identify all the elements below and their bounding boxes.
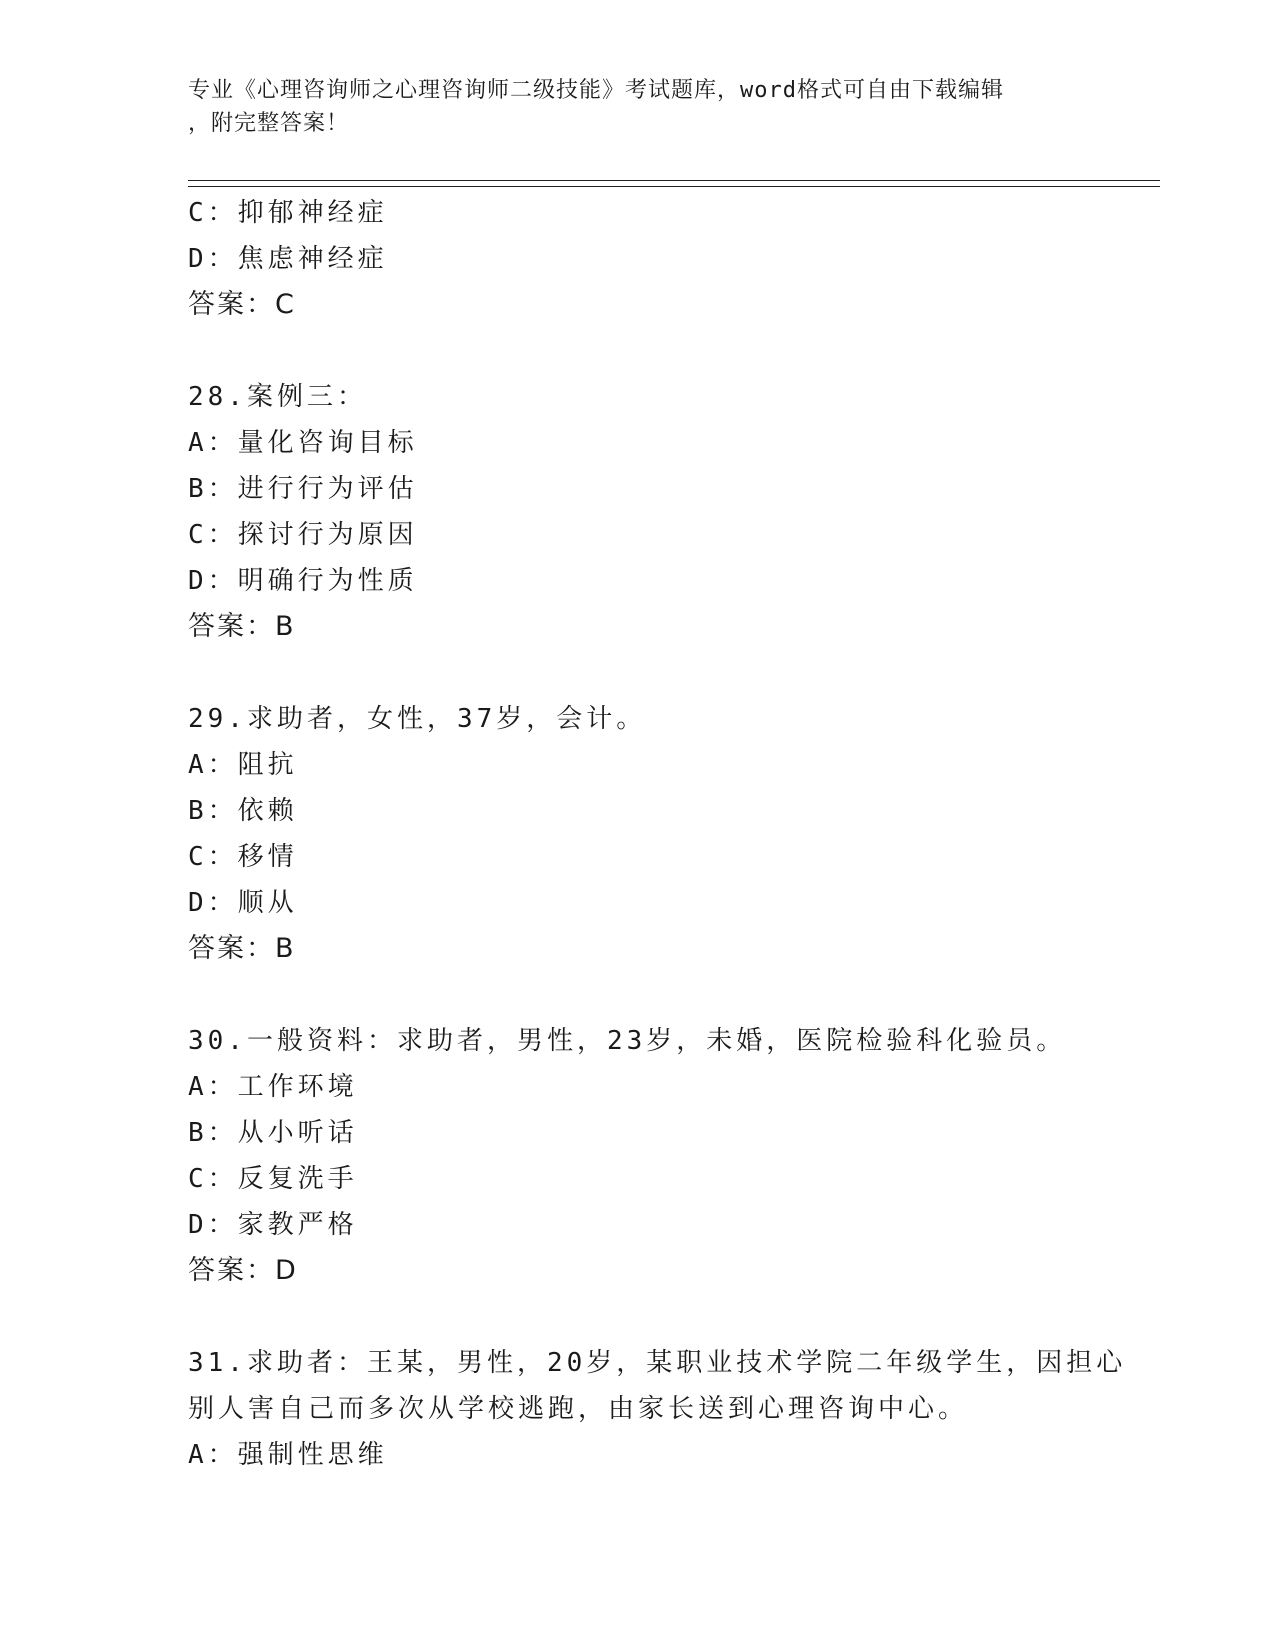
question-gap [188,972,1088,1018]
header-title-line-1: 专业《心理咨询师之心理咨询师二级技能》考试题库，word格式可自由下载编辑 [188,78,1004,103]
option-c: C：移情 [188,842,298,872]
header-title-line-2: ，附完整答案！ [188,111,350,136]
question-stem: 29.求助者，女性，37岁，会计。 [188,704,647,734]
option-d: D：家教严格 [188,1210,358,1240]
answer-label: 答案：B [188,933,296,964]
option-a: A：强制性思维 [188,1440,388,1470]
option-c: C：反复洗手 [188,1164,358,1194]
answer-label: 答案：B [188,611,296,642]
option-d: D：明确行为性质 [188,566,418,596]
question-stem-line-2: 别人害自己而多次从学校逃跑，由家长送到心理咨询中心。 [188,1394,969,1424]
option-c: C：探讨行为原因 [188,520,418,550]
option-b: B：从小听话 [188,1118,358,1148]
answer-label: 答案：D [188,1255,298,1286]
question-29 [188,696,1088,972]
question-28 [188,374,1088,650]
question-stem: 28.案例三： [188,382,367,412]
header-divider-bottom [188,186,1160,187]
header-divider-top [188,180,1160,181]
question-31 [188,1340,1127,1478]
option-b: B：依赖 [188,796,298,826]
option-a: A：量化咨询目标 [188,428,418,458]
option-a: A：工作环境 [188,1072,358,1102]
question-stem-line-1: 31.求助者：王某，男性，20岁，某职业技术学院二年级学生，因担心 [188,1348,1127,1378]
option-d: D：焦虑神经症 [188,244,388,274]
option-d: D：顺从 [188,888,298,918]
question-gap [188,328,1088,374]
question-list [188,190,1127,1478]
option-c: C：抑郁神经症 [188,198,388,228]
question-gap [188,1294,1088,1340]
question-30 [188,1018,1088,1294]
question-27-tail [188,190,1088,328]
option-a: A：阻抗 [188,750,298,780]
question-gap [188,650,1088,696]
option-b: B：进行行为评估 [188,474,418,504]
answer-label: 答案：C [188,289,296,320]
document-header [188,74,1068,140]
question-stem: 30.一般资料：求助者，男性，23岁，未婚，医院检验科化验员。 [188,1026,1067,1056]
